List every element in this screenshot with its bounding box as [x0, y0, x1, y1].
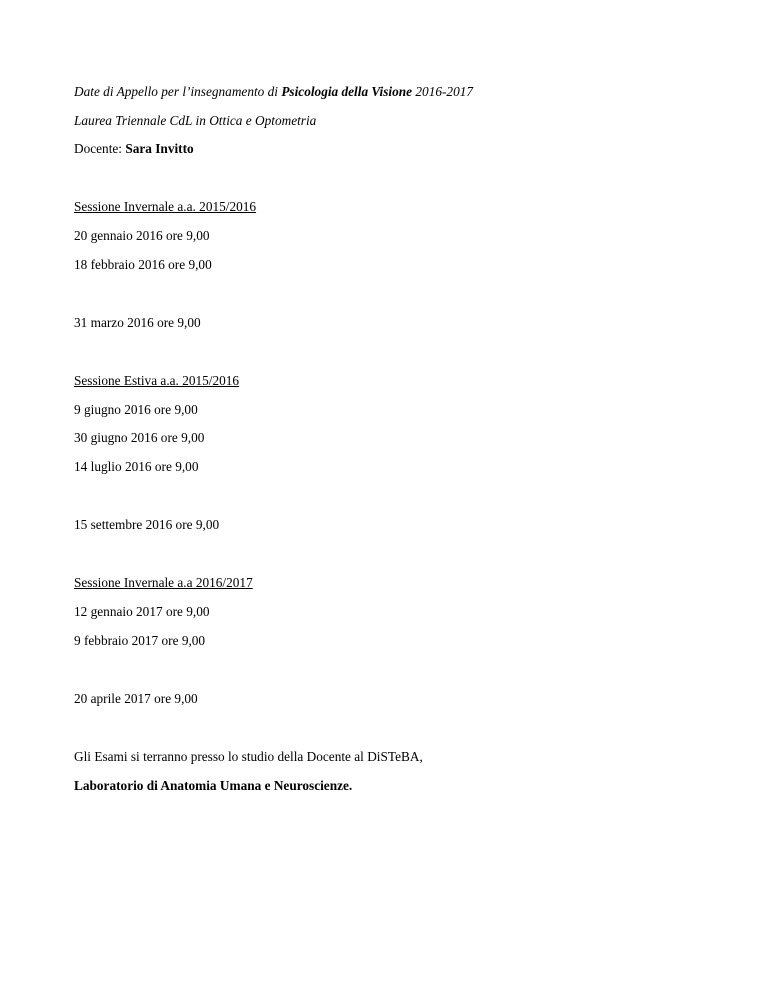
academic-year: 2016-2017: [412, 84, 474, 99]
exam-location-note: Gli Esami si terranno presso lo studio della Docente al DiSTeBA,: [74, 749, 423, 764]
teacher-line: [74, 141, 194, 157]
exam-date: 12 gennaio 2017 ore 9,00: [74, 604, 210, 619]
course-name: Psicologia della Visione: [281, 84, 413, 99]
exam-date: 9 febbraio 2017 ore 9,00: [74, 633, 206, 648]
teacher-label: Docente:: [74, 141, 126, 156]
exam-date: 9 giugno 2016 ore 9,00: [74, 402, 198, 417]
exam-dates-heading: [74, 84, 473, 100]
laboratory-name: Laboratorio di Anatomia Umana e Neuroscienze.: [74, 778, 353, 793]
degree-program: Laurea Triennale CdL in Ottica e Optometria: [74, 113, 317, 128]
session-title: Sessione Estiva a.a. 2015/2016: [74, 373, 240, 388]
exam-date: 20 aprile 2017 ore 9,00: [74, 691, 198, 706]
session-title: Sessione Invernale a.a 2016/2017: [74, 575, 253, 590]
teacher-name: Sara Invitto: [125, 141, 194, 156]
session-title: Sessione Invernale a.a. 2015/2016: [74, 199, 257, 214]
exam-date: 18 febbraio 2016 ore 9,00: [74, 257, 212, 272]
exam-date: 15 settembre 2016 ore 9,00: [74, 517, 220, 532]
exam-date: 20 gennaio 2016 ore 9,00: [74, 228, 210, 243]
heading-prefix: Date di Appello per l’insegnamento di: [74, 84, 282, 99]
exam-date: 30 giugno 2016 ore 9,00: [74, 430, 205, 445]
exam-date: 31 marzo 2016 ore 9,00: [74, 315, 201, 330]
exam-date: 14 luglio 2016 ore 9,00: [74, 459, 199, 474]
